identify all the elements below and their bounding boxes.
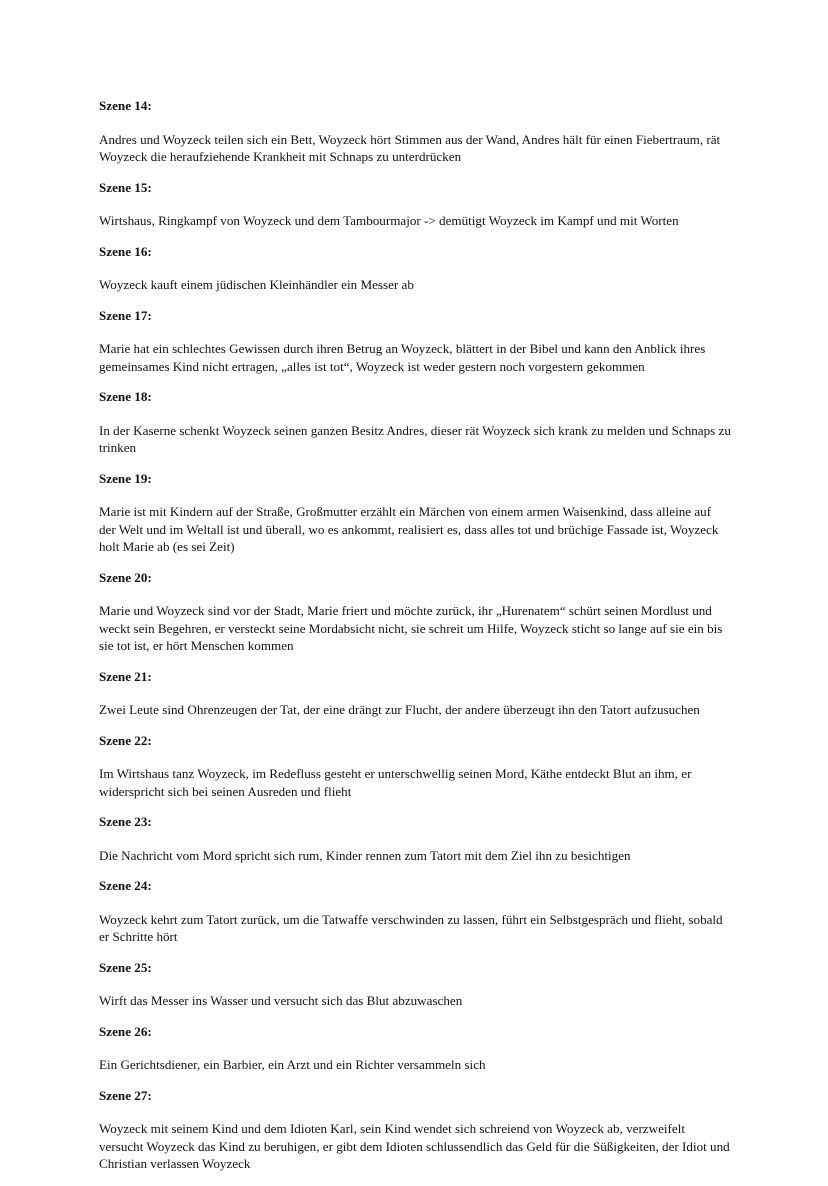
scene-heading: Szene 23: [99, 814, 152, 829]
scene-27 [99, 1087, 731, 1173]
scene-15 [99, 179, 731, 230]
scene-summary: Woyzeck mit seinem Kind und dem Idioten Karl, sein Kind wendet sich schreiend von Woyzeck ab, verzweifelt versucht Woyzeck das Kind zu beruhigen, er gibt dem Idioten schlussendlich das Geld für die Süßigkeiten, der Idiot und Christian verlassen Woyzeck [99, 1121, 730, 1171]
scene-summary: Andres und Woyzeck teilen sich ein Bett, Woyzeck hört Stimmen aus der Wand, Andres hält für einen Fiebertraum, rät Woyzeck die heraufziehende Krankheit mit Schnaps zu unterdrücken [99, 131, 721, 164]
scene-16 [99, 243, 731, 294]
scene-summary: Im Wirtshaus tanz Woyzeck, im Redefluss gesteht er unterschwellig seinen Mord, Käthe entdeckt Blut an ihm, er widerspricht sich bei seinen Ausreden und flieht [99, 766, 692, 799]
scene-summary: Die Nachricht vom Mord spricht sich rum, Kinder rennen zum Tatort mit dem Ziel ihn zu besichtigen [99, 847, 631, 863]
scene-summary: Wirft das Messer ins Wasser und versucht sich das Blut abzuwaschen [99, 993, 463, 1008]
scene-heading: Szene 15: [99, 179, 152, 195]
scene-heading: Szene 27: [99, 1087, 152, 1103]
scene-heading: Szene 21: [99, 668, 152, 684]
scene-summary: In der Kaserne schenkt Woyzeck seinen ganzen Besitz Andres, dieser rät Woyzeck sich krank zu melden und Schnaps zu trinken [99, 422, 731, 455]
scene-summary: Zwei Leute sind Ohrenzeugen der Tat, der eine drängt zur Flucht, der andere überzeugt ihn den Tatort aufzusuchen [99, 702, 700, 717]
scene-24 [99, 877, 731, 946]
document-page [99, 97, 731, 1186]
scene-heading: Szene 14: [99, 98, 152, 113]
scene-heading: Szene 17: [99, 307, 152, 323]
scene-14 [99, 97, 731, 166]
scene-summary: Marie und Woyzeck sind vor der Stadt, Marie friert und möchte zurück, ihr „Hurenatem“ schürt seinen Mordlust und weckt sein Begehren, er versteckt seine Mordabsicht nicht, sie schreit um Hilfe, Woyzeck sticht so lange auf sie ein bis sie tot ist, er hört Menschen kommen [99, 603, 723, 653]
scene-summary: Marie ist mit Kindern auf der Straße, Großmutter erzählt ein Märchen von einem armen Waisenkind, dass alleine auf der Welt und im Weltall ist und überall, wo es ankommt, realisiert es, dass alles tot und brüchige Fassade ist, Woyzeck holt Marie ab (es sei Zeit) [99, 504, 719, 554]
scene-heading: Szene 25: [99, 959, 152, 975]
scene-26 [99, 1023, 731, 1074]
scene-summary: Wirtshaus, Ringkampf von Woyzeck und dem Tambourmajor -> demütigt Woyzeck im Kampf und mit Worten [99, 213, 679, 228]
scene-heading: Szene 20: [99, 569, 152, 585]
scene-heading: Szene 26: [99, 1023, 152, 1039]
scene-summary: Ein Gerichtsdiener, ein Barbier, ein Arzt und ein Richter versammeln sich [99, 1057, 486, 1072]
scene-25 [99, 959, 731, 1010]
scene-heading: Szene 24: [99, 878, 152, 893]
scene-17 [99, 307, 731, 376]
scene-heading: Szene 22: [99, 732, 152, 748]
scene-heading: Szene 18: [99, 389, 152, 404]
scene-heading: Szene 16: [99, 243, 152, 259]
scene-summary: Marie hat ein schlechtes Gewissen durch ihren Betrug an Woyzeck, blättert in der Bibel und kann den Anblick ihres gemeinsames Kind nicht ertragen, „alles ist tot“, Woyzeck ist weder gestern noch vorgestern gekommen [99, 341, 706, 374]
scene-18 [99, 388, 731, 457]
scene-heading: Szene 19: [99, 470, 152, 486]
scene-19 [99, 470, 731, 556]
scene-22 [99, 732, 731, 801]
scene-23 [99, 813, 731, 864]
scene-summary: Woyzeck kehrt zum Tatort zurück, um die Tatwaffe verschwinden zu lassen, führt ein Selbstgespräch und flieht, sobald er Schritte hört [99, 911, 723, 944]
scene-20 [99, 569, 731, 655]
scene-21 [99, 668, 731, 719]
scene-summary: Woyzeck kauft einem jüdischen Kleinhändler ein Messer ab [99, 277, 414, 292]
